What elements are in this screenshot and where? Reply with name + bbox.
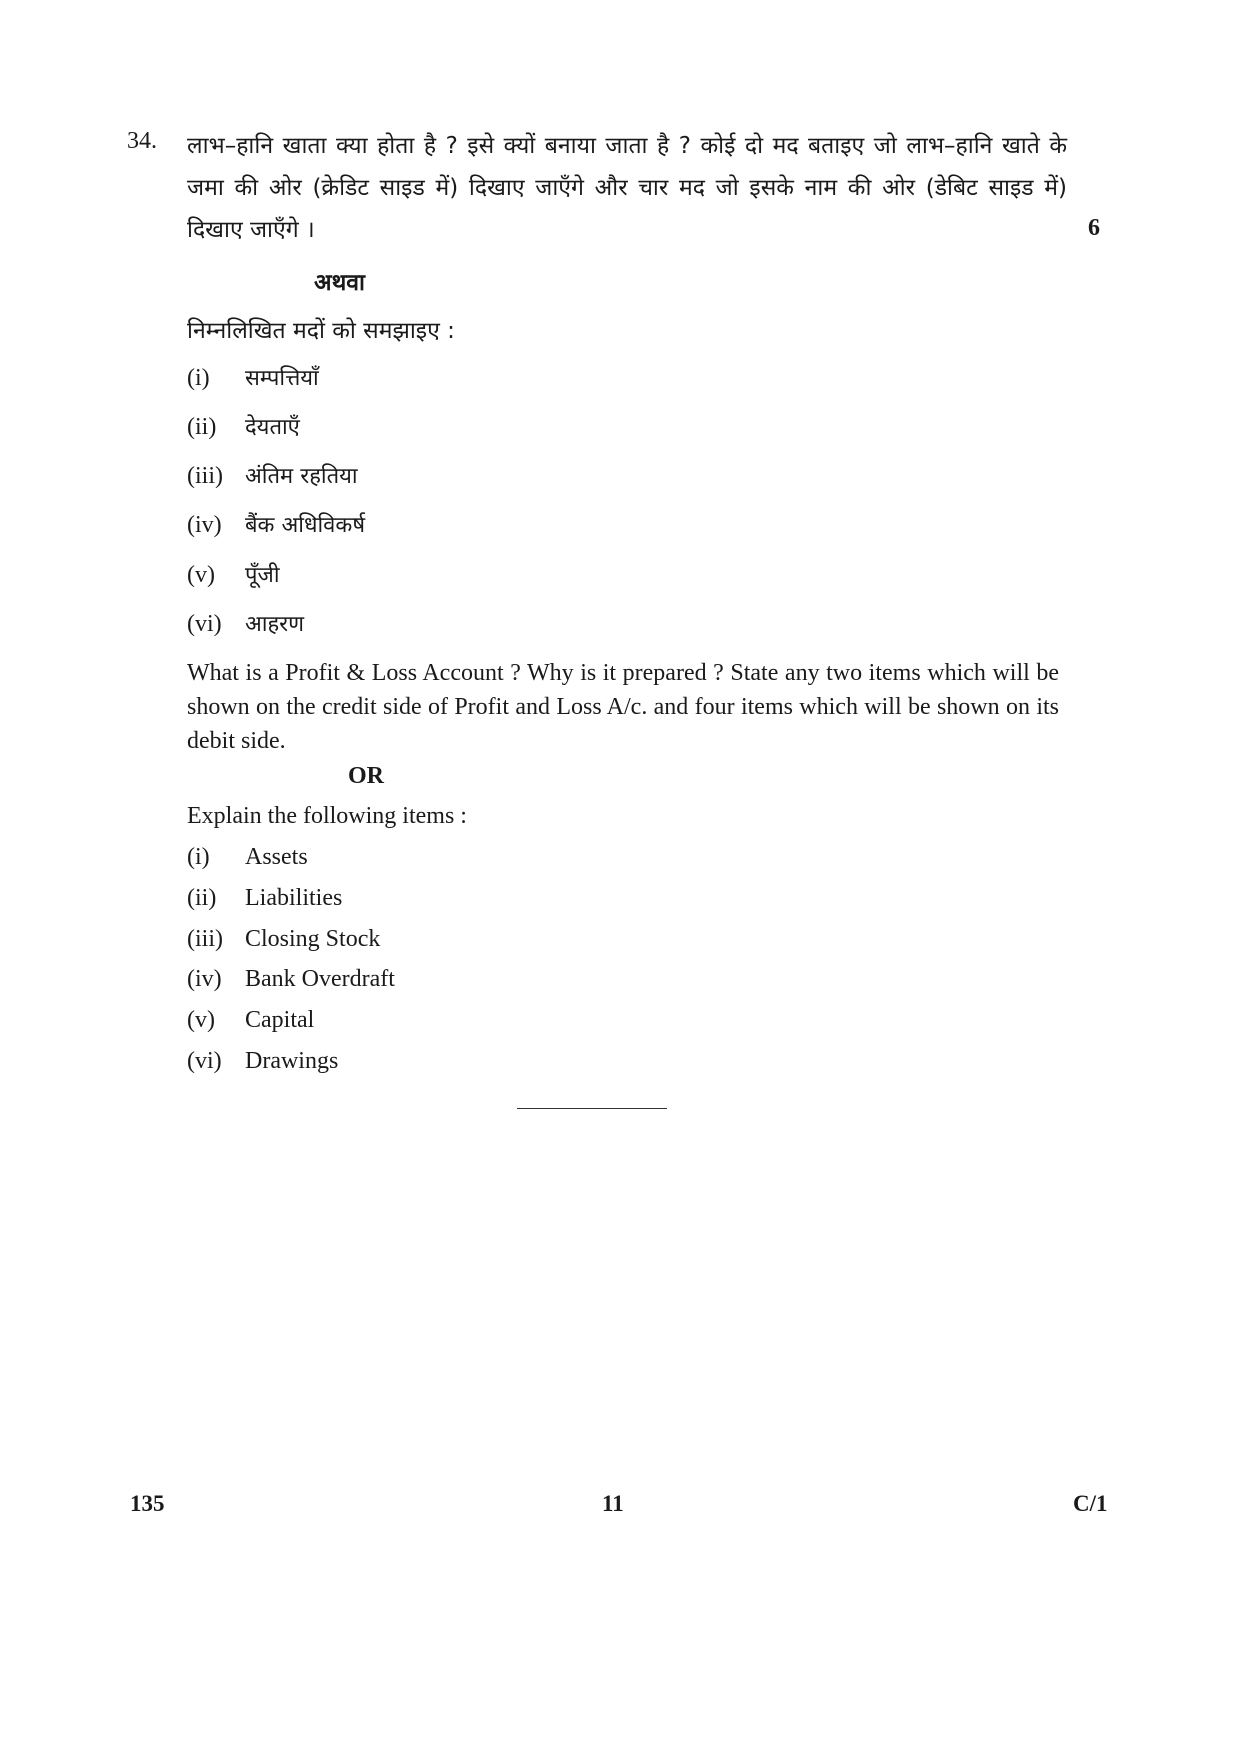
footer-set-code: C/1 [1073, 1491, 1108, 1516]
english-item-text: Bank Overdraft [245, 966, 395, 992]
english-intro: Explain the following items : [187, 803, 467, 829]
english-item [187, 1007, 314, 1034]
hindi-item [187, 509, 365, 539]
hindi-item-text: आहरण [245, 612, 305, 637]
english-item-number: (iv) [187, 966, 222, 992]
or-separator-english: OR [348, 763, 384, 789]
hindi-item-text: अंतिम रहतिया [245, 464, 358, 489]
hindi-item-text: देयताएँ [245, 415, 300, 440]
hindi-item [187, 559, 280, 589]
footer-page-number: 11 [602, 1491, 624, 1516]
english-item-number: (iii) [187, 926, 223, 952]
question-hindi-line-1: लाभ–हानि खाता क्या होता है ? इसे क्यों बनाया जाता है ? कोई दो मद बताइए जो लाभ–हानि खाते के [187, 133, 1067, 159]
question-number: 34. [127, 128, 157, 154]
english-item [187, 966, 395, 993]
hindi-item [187, 608, 304, 638]
english-item-number: (ii) [187, 885, 217, 911]
question-english-text: What is a Profit & Loss Account ? Why is it prepared ? State any two items which will be shown on the credit side of Profit and Loss A/c. and four items which will be shown on its debit side. [187, 660, 1059, 754]
english-item [187, 926, 380, 953]
english-item-text: Closing Stock [245, 926, 381, 952]
hindi-item-number: (ii) [187, 414, 217, 440]
hindi-item-text: पूँजी [245, 563, 280, 588]
hindi-item [187, 362, 319, 392]
english-item [187, 844, 308, 871]
hindi-item-number: (iv) [187, 512, 222, 538]
hindi-item-number: (vi) [187, 611, 222, 637]
hindi-intro: निम्नलिखित मदों को समझाइए : [187, 318, 455, 344]
footer-paper-code: 135 [130, 1491, 165, 1516]
or-separator-hindi: अथवा [314, 270, 366, 296]
hindi-item-text: बैंक अधिविकर्ष [245, 513, 366, 538]
english-item [187, 1048, 338, 1075]
question-hindi-line-3: दिखाए जाएँगे । [187, 217, 315, 243]
hindi-item-number: (v) [187, 562, 215, 588]
hindi-item [187, 411, 300, 441]
english-item-text: Drawings [245, 1048, 339, 1074]
english-item-number: (vi) [187, 1048, 222, 1074]
end-of-question-rule [517, 1108, 667, 1109]
english-item [187, 885, 342, 912]
hindi-item-text: सम्पत्तियाँ [245, 366, 319, 391]
hindi-item-number: (iii) [187, 463, 223, 489]
question-marks: 6 [1088, 215, 1100, 241]
hindi-item-number: (i) [187, 365, 210, 391]
english-item-text: Liabilities [245, 885, 343, 911]
hindi-item [187, 460, 358, 490]
english-item-number: (i) [187, 844, 210, 870]
question-hindi-line-2: जमा की ओर (क्रेडिट साइड में) दिखाए जाएँगे और चार मद जो इसके नाम की ओर (डेबिट साइड में) [187, 175, 1067, 201]
english-item-text: Assets [245, 844, 308, 870]
english-item-text: Capital [245, 1007, 315, 1033]
english-item-number: (v) [187, 1007, 215, 1033]
